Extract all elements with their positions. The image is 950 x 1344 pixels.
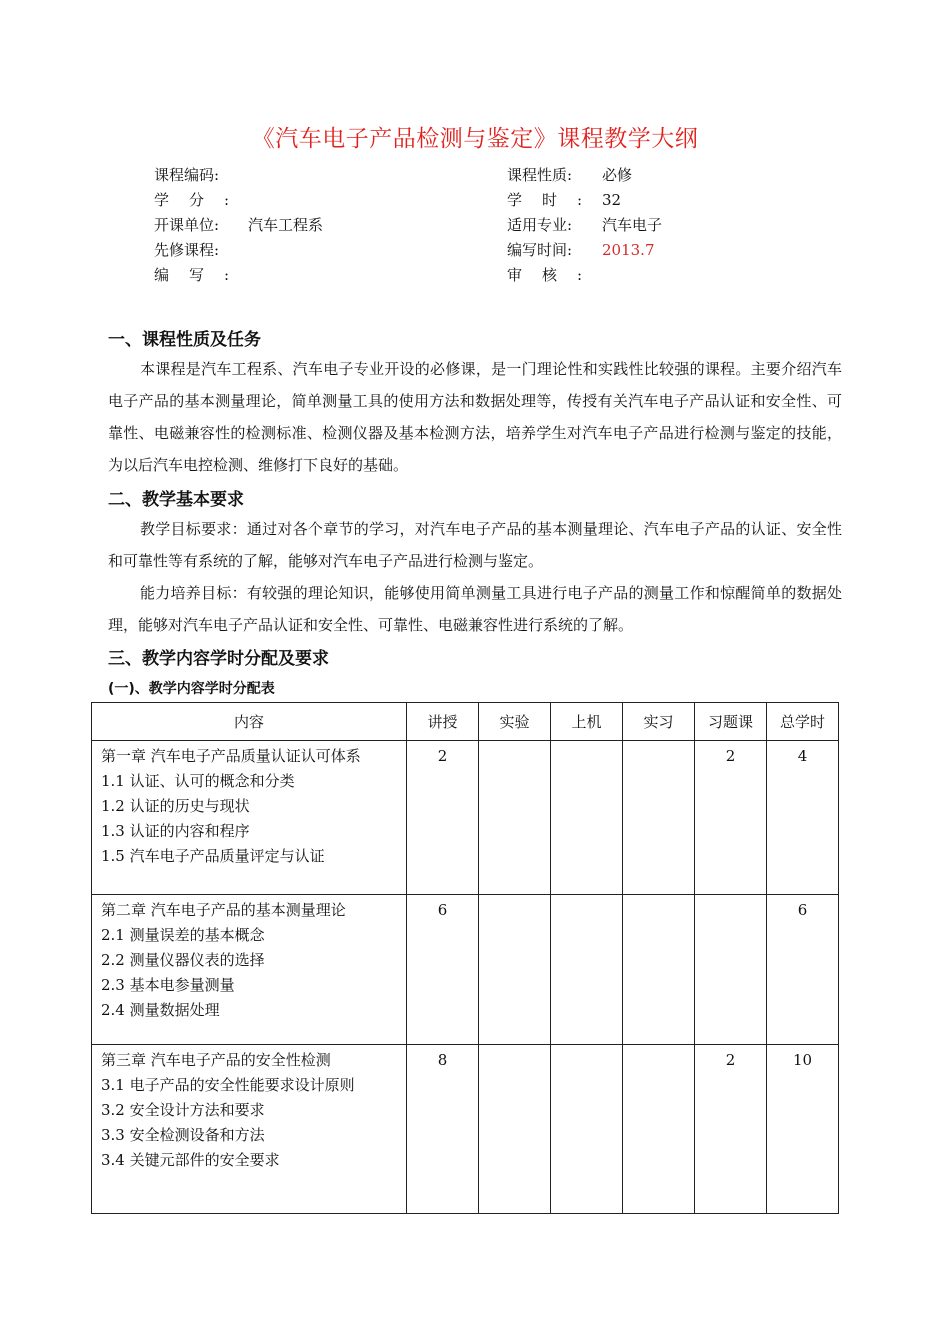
cell-exercise: 2 — [695, 741, 767, 895]
major-value: 汽车电子 — [602, 216, 663, 234]
cell-total: 10 — [767, 1045, 839, 1214]
chapter-title: 第一章 汽车电子产品质量认证认可体系 — [101, 747, 361, 765]
chapter-item: 1.3 认证的内容和程序 — [101, 822, 250, 840]
cell-computer — [551, 741, 623, 895]
header-exercise: 习题课 — [695, 703, 767, 741]
section-1-heading: 一、课程性质及任务 — [108, 330, 261, 350]
table-row — [92, 1045, 839, 1214]
course-meta — [0, 163, 950, 288]
row-content — [92, 1045, 407, 1214]
cell-exercise: 2 — [695, 1045, 767, 1214]
cell-total: 4 — [767, 741, 839, 895]
section-2-heading: 二、教学基本要求 — [108, 490, 244, 510]
hours-label: 学 时 : — [507, 191, 582, 209]
cell-lecture: 8 — [407, 1045, 479, 1214]
header-lecture: 讲授 — [407, 703, 479, 741]
date-label: 编写时间: — [507, 241, 573, 259]
author-label: 编 写 : — [154, 266, 229, 284]
hours-allocation-table — [91, 702, 839, 1214]
chapter-item: 3.2 安全设计方法和要求 — [101, 1101, 265, 1119]
reviewer-label: 审 核 : — [507, 266, 582, 284]
cell-lab — [479, 1045, 551, 1214]
document-title: 《汽车电子产品检测与鉴定》课程教学大纲 — [251, 126, 699, 152]
section-1-text: 本课程是汽车工程系、汽车电子专业开设的必修课，是一门理论性和实践性比较强的课程。主要介绍汽车电子产品的基本测量理论，简单测量工具的使用方法和数据处理等，传授有关汽车电子产品认证和安全性、可靠性、电磁兼容性的检测标准、检测仪器及基本检测方法，培养学生对汽车电子产品进行检测与鉴定的技能，为以后汽车电控检测、维修打下良好的基础。 — [108, 360, 842, 474]
row-content — [92, 895, 407, 1045]
nature-label: 课程性质: — [507, 166, 573, 184]
cell-computer — [551, 1045, 623, 1214]
chapter-item: 1.2 认证的历史与现状 — [101, 797, 250, 815]
row-content — [92, 741, 407, 895]
header-lab: 实验 — [479, 703, 551, 741]
header-total: 总学时 — [767, 703, 839, 741]
cell-lab — [479, 741, 551, 895]
chapter-item: 2.3 基本电参量测量 — [101, 976, 235, 994]
chapter-title: 第二章 汽车电子产品的基本测量理论 — [101, 901, 346, 919]
chapter-item: 2.1 测量误差的基本概念 — [101, 926, 265, 944]
nature-value: 必修 — [602, 166, 633, 184]
chapter-item: 2.2 测量仪器仪表的选择 — [101, 951, 265, 969]
header-content: 内容 — [92, 703, 407, 741]
cell-exercise — [695, 895, 767, 1045]
header-practice: 实习 — [623, 703, 695, 741]
prereq-label: 先修课程: — [154, 241, 220, 259]
chapter-item: 3.1 电子产品的安全性能要求设计原则 — [101, 1076, 355, 1094]
cell-total: 6 — [767, 895, 839, 1045]
header-computer: 上机 — [551, 703, 623, 741]
hours-value: 32 — [602, 191, 622, 209]
section-2-goal-text: 教学目标要求：通过对各个章节的学习，对汽车电子产品的基本测量理论、汽车电子产品的认证、安全性和可靠性等有系统的了解，能够对汽车电子产品进行检测与鉴定。 — [108, 520, 842, 570]
cell-lecture: 2 — [407, 741, 479, 895]
cell-practice — [623, 1045, 695, 1214]
chapter-title: 第三章 汽车电子产品的安全性检测 — [101, 1051, 331, 1069]
cell-lecture: 6 — [407, 895, 479, 1045]
chapter-item: 3.3 安全检测设备和方法 — [101, 1126, 265, 1144]
chapter-item: 3.4 关键元部件的安全要求 — [101, 1151, 280, 1169]
section-3-subheading: (一)、教学内容学时分配表 — [108, 681, 275, 697]
cell-practice — [623, 895, 695, 1045]
code-label: 课程编码: — [154, 166, 220, 184]
cell-lab — [479, 895, 551, 1045]
chapter-item: 2.4 测量数据处理 — [101, 1001, 220, 1019]
major-label: 适用专业: — [507, 216, 573, 234]
section-2-ability-text: 能力培养目标：有较强的理论知识，能够使用简单测量工具进行电子产品的测量工作和惊醒简单的数据处理，能够对汽车电子产品认证和安全性、可靠性、电磁兼容性进行系统的了解。 — [108, 584, 842, 634]
section-3-heading: 三、教学内容学时分配及要求 — [108, 649, 329, 669]
table-header-row — [92, 703, 839, 741]
cell-practice — [623, 741, 695, 895]
table-row — [92, 895, 839, 1045]
cell-computer — [551, 895, 623, 1045]
date-value: 2013.7 — [602, 241, 655, 259]
chapter-item: 1.5 汽车电子产品质量评定与认证 — [101, 847, 325, 865]
department-value: 汽车工程系 — [248, 216, 324, 234]
chapter-item: 1.1 认证、认可的概念和分类 — [101, 772, 295, 790]
table-row — [92, 741, 839, 895]
department-label: 开课单位: — [154, 216, 220, 234]
credit-label: 学 分 : — [154, 191, 229, 209]
